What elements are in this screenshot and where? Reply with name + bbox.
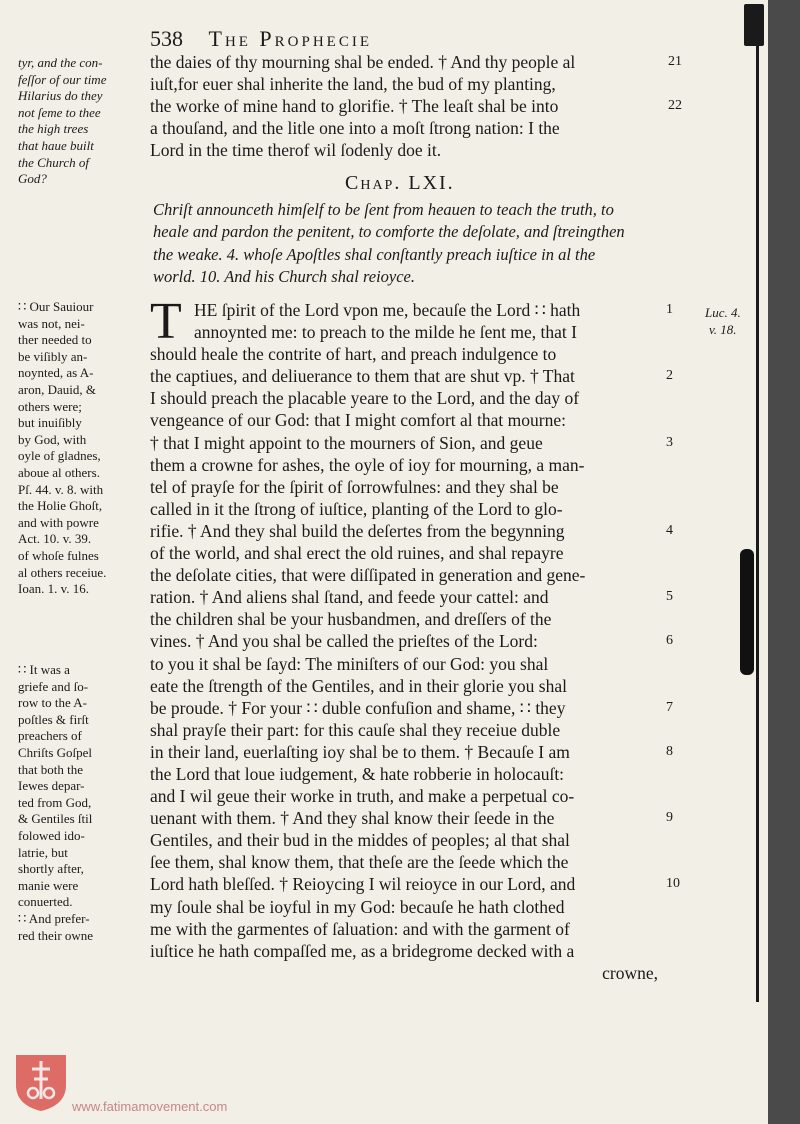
text-line: HE ſpirit of the Lord vpon me, becauſe the Lord ∷ hath — [194, 300, 581, 320]
margin-note-line: & Gentiles ſtil — [18, 811, 93, 827]
verse-number — [666, 785, 690, 807]
verse-number: 22 — [668, 98, 682, 114]
margin-note-line: preachers of — [18, 728, 82, 744]
text-line: Gentiles, and their bud in the middes of peoples; al that shal — [150, 830, 570, 851]
text-line: the Lord that loue iudgement, & hate robberie in holocauſt: — [150, 763, 565, 784]
verse-number — [666, 409, 690, 431]
margin-note-line: oyle of gladnes, — [18, 448, 101, 464]
text-line: the daies of thy mourning shal be ended. † And thy people al — [150, 52, 576, 72]
text-line: Lord hath bleſſed. † Reioycing I wil reioyce in our Lord, and — [150, 874, 576, 895]
text-line: and I wil geue their worke in truth, and make a perpetual co- — [150, 786, 575, 807]
verse-number: 1 — [666, 302, 673, 317]
margin-note-line: row to the A- — [18, 695, 87, 711]
reference-line: Luc. 4. — [705, 305, 741, 320]
text-line: iuſtice he hath compaſſed me, as a bridegrome decked with a — [150, 940, 575, 961]
margin-note-line: al others receiue. — [18, 564, 107, 580]
verse-number: 10 — [666, 876, 680, 892]
main-verse-numbers — [666, 299, 690, 984]
text-line: uenant with them. † And they shal know their ſeede in the — [150, 808, 555, 829]
text-line: ſee them, shal know them, that theſe are the ſeede which the — [150, 852, 569, 873]
verse-number — [666, 851, 690, 873]
text-line: crowne, — [602, 962, 658, 983]
verse-number — [666, 675, 690, 697]
margin-note-line: ther needed to — [18, 332, 92, 348]
watermark-url[interactable]: www.fatimamovement.com — [72, 1099, 228, 1114]
margin-note-line: shortly after, — [18, 861, 84, 877]
margin-note-line: aron, Dauid, & — [18, 381, 96, 397]
text-line: them a crowne for ashes, the oyle of ioy for mourning, a man- — [150, 454, 585, 475]
main-text-block — [150, 293, 658, 984]
verse-number — [666, 962, 690, 984]
drop-cap: T — [150, 293, 182, 350]
margin-note-line: that haue built — [18, 137, 94, 153]
verse-number — [666, 896, 690, 918]
verse-number: 9 — [666, 810, 673, 826]
summary-line: world. 10. And his Church shal reioyce. — [153, 267, 416, 287]
margin-note-line: Hilarius do they — [18, 88, 103, 104]
verse-number — [666, 542, 690, 564]
verse-number — [666, 454, 690, 476]
text-line: iuſt,for euer shal inherite the land, the bud of my planting, — [150, 74, 556, 95]
verse-number — [668, 73, 692, 95]
verse-number — [666, 763, 690, 785]
text-line: in their land, euerlaſting ioy shal be to them. † Becauſe I am — [150, 741, 570, 762]
margin-note-line: Ioan. 1. v. 16. — [18, 581, 90, 597]
margin-note-line: and with powre — [18, 514, 99, 530]
margin-note-line: was not, nei- — [18, 315, 85, 331]
margin-note-top — [18, 55, 144, 188]
summary-line: heale and pardon the penitent, to comforte the deſolate, and ſtreingthen — [153, 222, 625, 242]
verse-number — [666, 653, 690, 675]
text-line: be proude. † For your ∷ duble confuſion and shame, ∷ they — [150, 697, 566, 718]
margin-note-line: Iewes depar- — [18, 778, 85, 794]
margin-note-line: noynted, as A- — [18, 365, 94, 381]
text-line: I should preach the placable yeare to the Lord, and the day of — [150, 388, 580, 409]
text-line: the children shal be your husbandmen, and dreſſers of the — [150, 609, 552, 630]
text-line: eate the ſtrength of the Gentiles, and in their glorie you shal — [150, 675, 567, 696]
verse-number: 21 — [668, 54, 682, 69]
text-line: the captiues, and deliuerance to them that are shut vp. † That — [150, 366, 575, 387]
verse-number — [666, 498, 690, 520]
text-line: vengeance of our God: that I might comfort al that mourne: — [150, 410, 566, 431]
verse-number: 4 — [666, 522, 673, 538]
text-line: of the world, and shal erect the old ruines, and shal repayre — [150, 543, 564, 564]
text-line: † that I might appoint to the mourners of Sion, and geue — [150, 432, 543, 453]
verse-number: 8 — [666, 743, 673, 759]
chapter-heading: Chap. LXI. — [345, 172, 455, 194]
text-line: the worke of mine hand to glorifie. † The leaſt shal be into — [150, 96, 559, 117]
margin-note-line: folowed ido- — [18, 827, 85, 843]
chapter-summary — [153, 199, 698, 289]
margin-note-line: latrie, but — [18, 844, 68, 860]
text-line: Lord in the time therof wil ſodenly doe it. — [150, 140, 442, 161]
margin-bar-mark — [740, 549, 754, 675]
margin-note-line: Chriſts Goſpel — [18, 744, 93, 760]
verse-number — [668, 117, 692, 139]
summary-line: Chriſt announceth himſelf to be ſent from heauen to teach the truth, to — [153, 200, 614, 219]
margin-note-line: of whoſe fulnes — [18, 547, 99, 563]
margin-note-line: others were; — [18, 398, 82, 414]
verse-number — [666, 829, 690, 851]
text-line: to you it shal be ſayd: The miniſters of our God: you shal — [150, 653, 549, 674]
margin-note-line: the high trees — [18, 121, 89, 137]
summary-line: the weake. 4. whoſe Apoſtles shal conſtantly preach iuſtice in al the — [153, 244, 596, 264]
text-line: the deſolate cities, that were diſſipated in generation and gene- — [150, 565, 586, 586]
verse-number — [666, 608, 690, 630]
verse-number: 7 — [666, 699, 673, 715]
text-line: my ſoule shal be ioyful in my God: becauſe he hath clothed — [150, 896, 565, 917]
text-line: called in it the ſtrong of iuſtice, planting of the Lord to glo- — [150, 498, 563, 519]
verse-number: 6 — [666, 633, 673, 649]
margin-note-anointing — [18, 299, 144, 598]
margin-note-line: Act. 10. v. 39. — [18, 531, 92, 547]
text-line: shal prayſe their part: for this cauſe shal they receiue duble — [150, 719, 561, 740]
verse-number — [668, 139, 692, 161]
verse-number — [666, 343, 690, 365]
verse-number — [666, 918, 690, 940]
margin-note-line: manie were — [18, 877, 79, 893]
text-line: should heale the contrite of hart, and preach indulgence to — [150, 344, 557, 365]
margin-note-line: ∷ Our Sauiour — [18, 299, 94, 314]
margin-note-line: ted from God, — [18, 794, 92, 810]
margin-note-line: God? — [18, 171, 47, 187]
margin-note-line: ∷ And prefer- — [18, 910, 90, 926]
verse-number — [666, 564, 690, 586]
top-text-block — [150, 51, 658, 161]
papal-seal-icon — [12, 1051, 70, 1113]
margin-note-line: feſſor of our time — [18, 71, 107, 87]
top-verse-numbers — [668, 51, 692, 161]
text-line: annoynted me: to preach to the milde he ſent me, that I — [194, 322, 577, 343]
page-number: 538 — [150, 26, 183, 51]
text-line: rifie. † And they shal build the deſertes from the begynning — [150, 520, 565, 541]
margin-note-line: by God, with — [18, 431, 87, 447]
margin-note-line: the Church of — [18, 154, 90, 170]
margin-note-line: red their owne — [18, 927, 94, 943]
text-line: ration. † And aliens shal ſtand, and feede your cattel: and — [150, 587, 549, 608]
margin-note-line: tyr, and the con- — [18, 55, 103, 70]
binding-mark — [744, 4, 764, 46]
text-line: a thouſand, and the litle one into a moſt ſtrong nation: I the — [150, 118, 560, 139]
scan-edge — [768, 0, 800, 1124]
verse-number: 2 — [666, 368, 673, 384]
margin-note-line: not ſeme to thee — [18, 104, 101, 120]
margin-note-line: the Holie Ghoſt, — [18, 498, 103, 514]
margin-note-line: but inuiſibly — [18, 415, 82, 431]
margin-note-line: griefe and ſo- — [18, 678, 89, 694]
margin-note-line: be viſibly an- — [18, 348, 88, 364]
margin-note-line: conuerted. — [18, 894, 73, 910]
margin-note-line: aboue al others. — [18, 464, 100, 480]
running-header — [150, 26, 372, 52]
text-line: vines. † And you shal be called the prieſtes of the Lord: — [150, 631, 538, 652]
verse-number — [666, 940, 690, 962]
margin-note-line: that both the — [18, 761, 83, 777]
verse-number: 3 — [666, 434, 673, 450]
verse-number: 5 — [666, 589, 673, 605]
margin-note-line: Pſ. 44. v. 8. with — [18, 481, 104, 497]
margin-note-line: poſtles & firſt — [18, 711, 89, 727]
text-line: tel of prayſe for the ſpirit of ſorrowfulnes: and they shal be — [150, 476, 559, 497]
margin-note-line: ∷ It was a — [18, 662, 70, 677]
binding-rule — [756, 8, 759, 1002]
page-title: The Prophecie — [208, 26, 373, 51]
reference-line: v. 18. — [709, 321, 737, 337]
verse-number — [666, 719, 690, 741]
text-line: me with the garmentes of ſaluation: and with the garment of — [150, 918, 570, 939]
verse-number — [666, 387, 690, 409]
right-margin-reference — [705, 305, 741, 338]
verse-number — [666, 321, 690, 343]
verse-number — [666, 476, 690, 498]
margin-note-apostles — [18, 662, 144, 944]
